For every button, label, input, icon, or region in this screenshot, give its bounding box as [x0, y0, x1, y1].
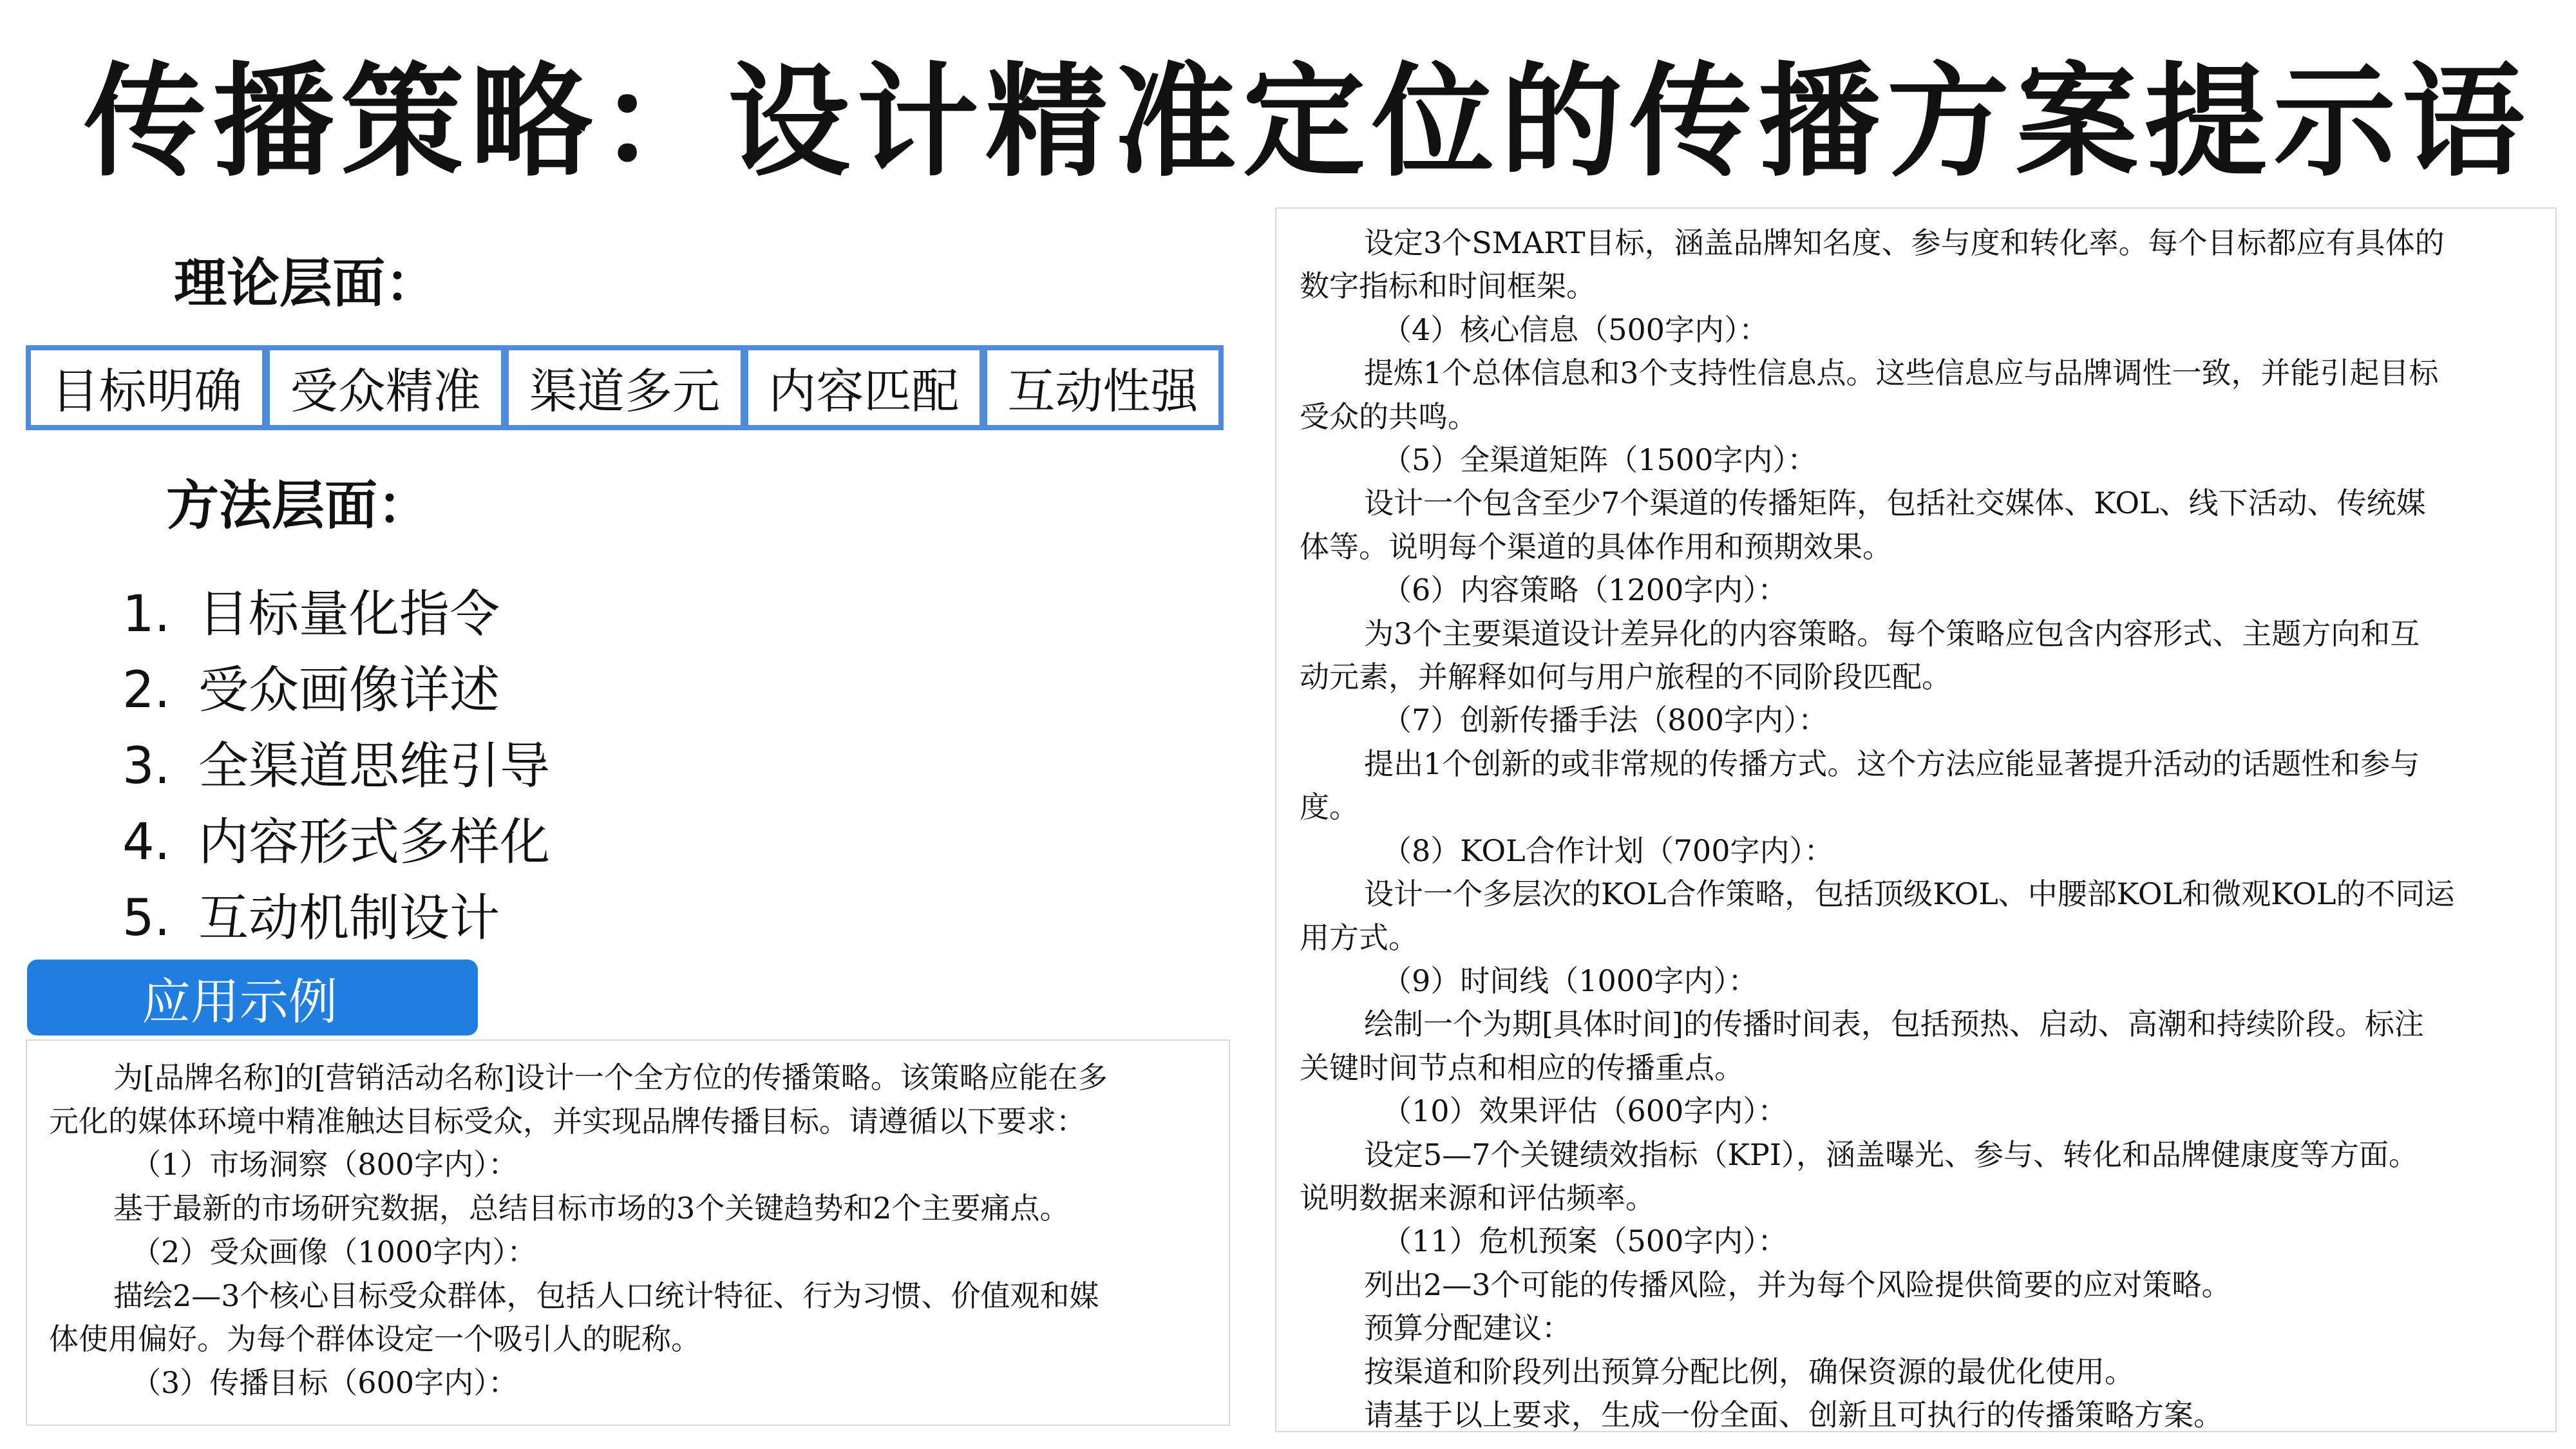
text-line: 基于最新的市场研究数据，总结目标市场的3个关键趋势和2个主要痛点。: [113, 1191, 1070, 1226]
text-line: （2）受众画像（1000字内）：: [131, 1234, 537, 1269]
principles-row: [26, 345, 1224, 430]
example-text-right: [1275, 207, 2557, 1432]
text-line: （5）全渠道矩阵（1500字内）：: [1382, 442, 1817, 478]
text-line: （1）市场洞察（800字内）：: [131, 1147, 518, 1182]
text-line: 按渠道和阶段列出预算分配比例，确保资源的最优化使用。: [1364, 1354, 2134, 1389]
list-label: 全渠道思维引导: [198, 737, 551, 795]
text-line: 提炼1个总体信息和3个支持性信息点。这些信息应与品牌调性一致，并能引起目标: [1364, 355, 2439, 391]
theory-heading: 理论层面：: [174, 253, 439, 314]
text-line: 设计一个包含至少7个渠道的传播矩阵，包括社交媒体、KOL、线下活动、传统媒: [1364, 486, 2426, 521]
text-line: 请基于以上要求，生成一份全面、创新且可执行的传播策略方案。: [1364, 1397, 2223, 1432]
text-line: 说明数据来源和评估频率。: [1300, 1180, 1655, 1215]
method-list: [122, 576, 550, 956]
principle-box: 目标明确: [26, 345, 267, 430]
list-item: [122, 728, 550, 804]
example-badge: 应用示例: [27, 960, 478, 1036]
list-number: 5.: [122, 889, 171, 947]
text-line: 体等。说明每个渠道的具体作用和预期效果。: [1300, 529, 1892, 564]
text-line: 提出1个创新的或非常规的传播方式。这个方法应能显著提升活动的话题性和参与: [1364, 746, 2420, 781]
text-line: 度。: [1300, 790, 1359, 825]
principle-box: 渠道多元: [506, 345, 745, 430]
text-line: 为3个主要渠道设计差异化的内容策略。每个策略应包含内容形式、主题方向和互: [1364, 616, 2420, 651]
text-line: （3）传播目标（600字内）：: [131, 1365, 518, 1400]
text-line: （6）内容策略（1200字内）：: [1382, 573, 1788, 608]
slide-title: 传播策略：设计精准定位的传播方案提示语: [84, 51, 2532, 193]
text-line: 绘制一个为期[具体时间]的传播时间表，包括预热、启动、高潮和持续阶段。标注: [1364, 1007, 2424, 1042]
list-item: [122, 804, 550, 880]
text-line: 用方式。: [1300, 920, 1418, 955]
text-line: 数字指标和时间框架。: [1300, 269, 1596, 304]
list-label: 内容形式多样化: [198, 813, 551, 871]
list-number: 2.: [122, 661, 171, 719]
list-number: 4.: [122, 813, 171, 871]
principle-box: 互动性强: [985, 345, 1224, 430]
list-item: [122, 576, 550, 652]
text-line: 列出2—3个可能的传播风险，并为每个风险提供简要的应对策略。: [1364, 1267, 2231, 1302]
text-line: 设计一个多层次的KOL合作策略，包括顶级KOL、中腰部KOL和微观KOL的不同运: [1364, 876, 2455, 912]
text-line: 描绘2—3个核心目标受众群体，包括人口统计特征、行为习惯、价值观和媒: [113, 1278, 1099, 1313]
text-line: 元化的媒体环境中精准触达目标受众，并实现品牌传播目标。请遵循以下要求：: [49, 1103, 1086, 1139]
example-text-left: [26, 1039, 1230, 1426]
text-line: 预算分配建议：: [1364, 1311, 1571, 1346]
principle-box: 内容匹配: [746, 345, 985, 430]
list-item: [122, 880, 550, 956]
text-line: 动元素，并解释如何与用户旅程的不同阶段匹配。: [1300, 659, 1951, 695]
list-label: 受众画像详述: [198, 661, 500, 719]
text-line: 体使用偏好。为每个群体设定一个吸引人的昵称。: [49, 1321, 701, 1357]
list-item: [122, 652, 550, 728]
list-label: 目标量化指令: [198, 585, 500, 643]
text-line: 设定5—7个关键绩效指标（KPI），涵盖曝光、参与、转化和品牌健康度等方面。: [1364, 1137, 2419, 1172]
list-number: 3.: [122, 737, 171, 795]
text-line: （9）时间线（1000字内）：: [1382, 963, 1758, 998]
list-number: 1.: [122, 585, 171, 643]
list-label: 互动机制设计: [198, 889, 500, 947]
method-heading: 方法层面：: [166, 475, 431, 536]
text-line: （10）效果评估（600字内）：: [1382, 1094, 1788, 1129]
text-line: 设定3个SMART目标，涵盖品牌知名度、参与度和转化率。每个目标都应有具体的: [1364, 225, 2445, 260]
text-line: （4）核心信息（500字内）：: [1382, 312, 1769, 347]
principle-box: 受众精准: [267, 345, 506, 430]
text-line: 受众的共鸣。: [1300, 399, 1477, 434]
text-line: 关键时间节点和相应的传播重点。: [1300, 1050, 1744, 1085]
text-line: （8）KOL合作计划（700字内）：: [1382, 833, 1834, 868]
text-line: （11）危机预案（500字内）：: [1382, 1224, 1788, 1259]
text-line: （7）创新传播手法（800字内）：: [1382, 703, 1828, 738]
text-line: 为[品牌名称]的[营销活动名称]设计一个全方位的传播策略。该策略应能在多: [113, 1060, 1108, 1095]
